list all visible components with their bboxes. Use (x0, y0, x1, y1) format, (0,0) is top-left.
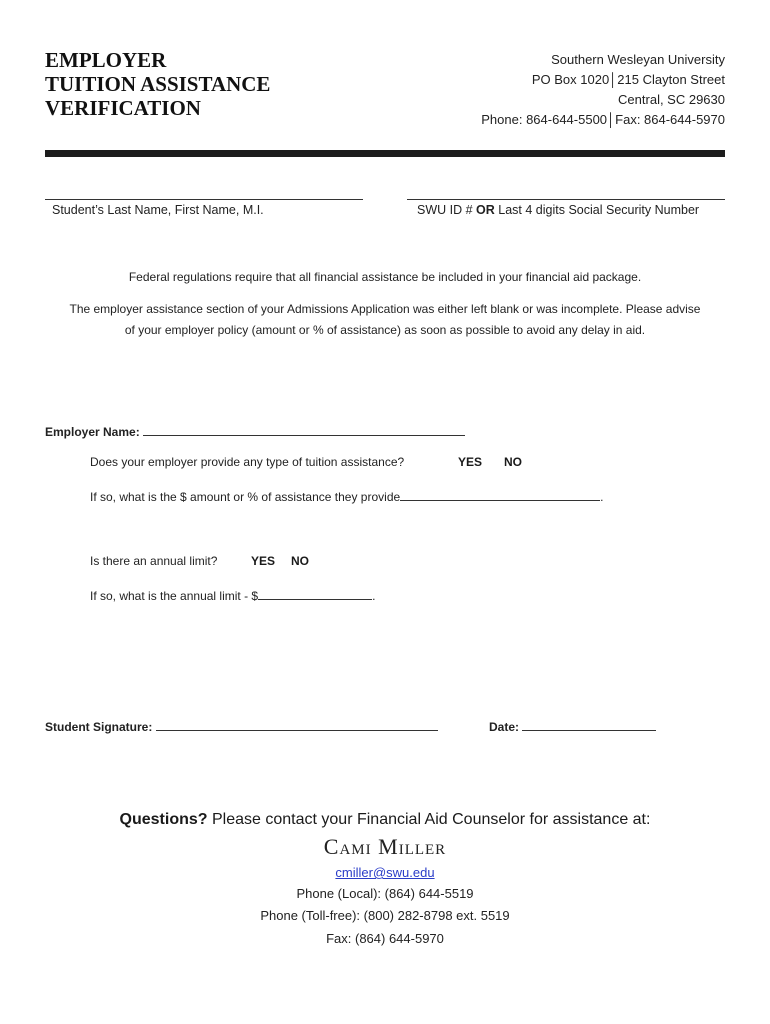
email-row (45, 865, 725, 880)
questions-text: Please contact your Financial Aid Counselor for assistance at: (207, 811, 651, 828)
phone-local: Phone (Local): (864) 644-5519 (296, 886, 474, 901)
limit-no-option[interactable]: NO (291, 554, 309, 568)
phone-tollfree: Phone (Toll-free): (800) 282-8798 ext. 5519 (260, 908, 510, 923)
form-title (45, 48, 270, 120)
student-id-suffix: Last 4 digits Social Security Number (498, 203, 700, 217)
date-label: Date: (489, 720, 520, 734)
employer-name-row (45, 423, 465, 439)
assistance-amount-field[interactable] (400, 488, 600, 501)
annual-limit-field[interactable] (258, 587, 372, 600)
title-line-3: VERIFICATION (45, 96, 201, 120)
annual-limit-question: Is there an annual limit? (90, 554, 218, 568)
limit-yes-option[interactable]: YES (251, 554, 276, 568)
assistance-no-option[interactable]: NO (504, 455, 522, 469)
student-id-prefix: SWU ID # (417, 203, 473, 217)
employer-name-label: Employer Name: (45, 425, 140, 439)
notice-line-2: The employer assistance section of your Admissions Application was either left blank or was incomplete. Please advise (69, 302, 701, 316)
student-id-field[interactable] (407, 199, 725, 200)
assistance-yes-option[interactable]: YES (458, 455, 483, 469)
questions-label: Questions? (119, 811, 208, 828)
address-line-4: Phone: 864-644-5500│Fax: 864-644-5970 (481, 112, 725, 127)
address-line-2: PO Box 1020│215 Clayton Street (531, 72, 725, 87)
questions-line (45, 811, 725, 829)
date-row (489, 718, 656, 734)
tuition-assistance-question: Does your employer provide any type of tuition assistance? (90, 455, 405, 469)
assistance-amount-row: If so, what is the $ amount or % of assistance they provide . (90, 490, 604, 504)
notice-line-3: of your employer policy (amount or % of assistance) as soon as possible to avoid any delay in aid. (124, 323, 646, 337)
annual-limit-label: If so, what is the annual limit - $ (90, 589, 259, 603)
address-line-1: Southern Wesleyan University (551, 52, 725, 67)
notice-line-1: Federal regulations require that all financial assistance be included in your financial aid package. (128, 270, 642, 284)
counselor-name: Cami Miller (323, 834, 447, 859)
annual-limit-row: If so, what is the annual limit - $ . (90, 589, 376, 603)
assistance-amount-label: If so, what is the $ amount or % of assistance they provide (90, 490, 401, 504)
address-line-3: Central, SC 29630 (618, 92, 725, 107)
employer-name-field[interactable] (143, 423, 465, 436)
student-id-or: OR (476, 203, 495, 217)
signature-label: Student Signature: (45, 720, 153, 734)
title-line-2: TUITION ASSISTANCE (45, 72, 271, 96)
counselor-email-link[interactable]: cmiller@swu.edu (335, 865, 435, 880)
student-id-label (417, 203, 699, 217)
signature-row (45, 718, 438, 734)
student-name-label: Student’s Last Name, First Name, M.I. (52, 203, 264, 217)
student-name-field[interactable] (45, 199, 363, 200)
header-divider (45, 150, 725, 157)
university-address (481, 50, 725, 130)
signature-field[interactable] (156, 718, 438, 731)
title-line-1: EMPLOYER (45, 48, 167, 72)
fax-number: Fax: (864) 644-5970 (326, 931, 444, 946)
date-field[interactable] (522, 718, 656, 731)
